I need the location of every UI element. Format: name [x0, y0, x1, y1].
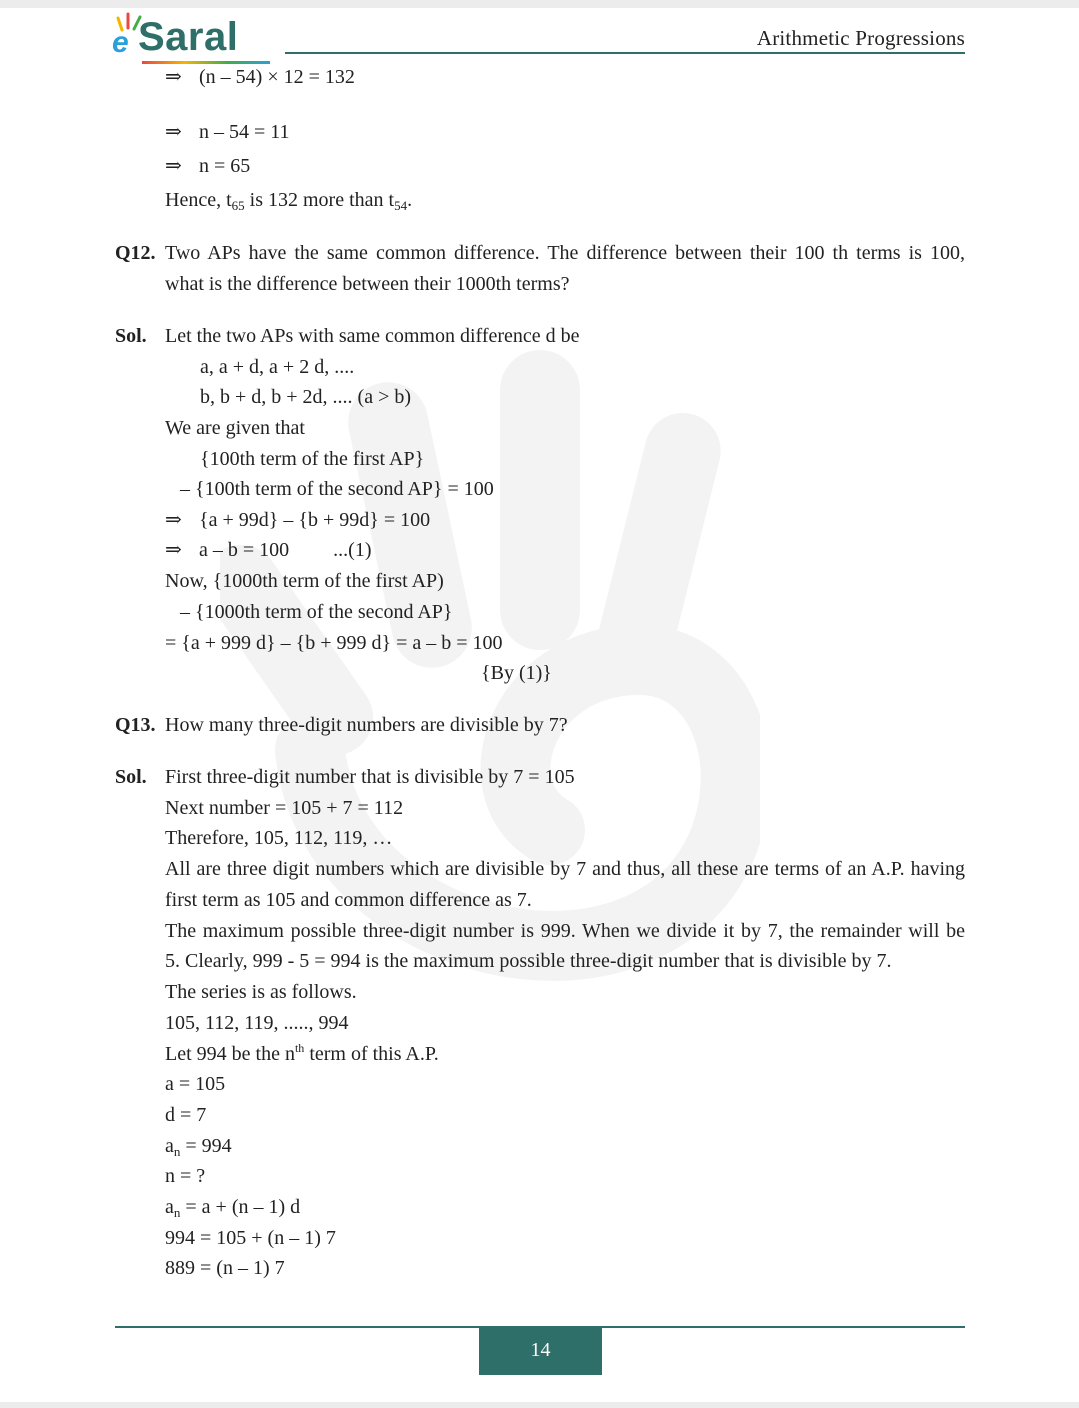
line-text: n – 54 = 11: [199, 121, 290, 143]
question-text: Two APs have the same common difference. The difference between their 100 th terms is 100,: [165, 242, 965, 264]
solution-line: {100th term of the first AP}: [200, 448, 425, 470]
question-label: Q13.: [115, 714, 156, 736]
solution-line: b, b + d, b + 2d, .... (a > b): [200, 386, 412, 408]
solution-line: {By (1)}: [481, 662, 552, 684]
solution-line: n = ?: [165, 1165, 206, 1187]
math-line: [165, 154, 250, 178]
logo-wordmark: Saral: [138, 15, 239, 59]
solution-line: Let 994 be the $n^{th}$ term of this A.P.: [165, 1041, 439, 1065]
solution-line: We are given that: [165, 417, 305, 439]
math-line: [165, 508, 430, 532]
solution-line: a = 105: [165, 1073, 226, 1095]
solution-line: 105, 112, 119, ....., 994: [165, 1012, 349, 1034]
solution-line: 5. Clearly, 999 - 5 = 994 is the maximum possible three-digit number that is divisible by 7.: [165, 950, 892, 972]
solution-line: The maximum possible three-digit number is 999. When we divide it by 7, the remainder will be: [165, 920, 965, 942]
math-line: [165, 538, 371, 562]
solution-line: – {100th term of the second AP} = 100: [180, 478, 494, 500]
solution-label: Sol.: [115, 325, 147, 347]
solution-line: Next number = 105 + 7 = 112: [165, 797, 404, 819]
solution-line: = {a + 999 d} – {b + 999 d} = a – b = 100: [165, 632, 503, 654]
conclusion-line: Hence, $t_{65}$ is 132 more than $t_{54}$.: [165, 189, 413, 213]
solution-line: $a_n = 994$: [165, 1135, 232, 1159]
solution-line: 889 = (n – 1) 7: [165, 1257, 285, 1279]
implies-arrow: ⇒: [165, 155, 182, 177]
solution-line: d = 7: [165, 1104, 207, 1126]
solution-line: $a_n = a + (n - 1)$ d: [165, 1196, 301, 1220]
line-text: {a + 99d} – {b + 99d} = 100: [199, 509, 431, 531]
question-label: Q12.: [115, 242, 156, 264]
implies-arrow: ⇒: [165, 509, 182, 531]
implies-arrow: ⇒: [165, 121, 182, 143]
solution-line: a, a + d, a + 2 d, ....: [200, 356, 355, 378]
bottom-strip: [0, 1402, 1079, 1408]
page-number: 14: [479, 1328, 602, 1375]
line-text: n = 65: [199, 155, 251, 177]
solution-line: All are three digit numbers which are divisible by 7 and thus, all these are terms of an A.P. having: [165, 858, 965, 880]
implies-arrow: ⇒: [165, 539, 182, 561]
math-line: [165, 120, 290, 144]
section-title: Arithmetic Progressions: [756, 26, 965, 50]
solution-line: Let the two APs with same common difference d be: [165, 325, 580, 347]
solution-line: 994 = 105 + (n – 1) 7: [165, 1227, 336, 1249]
solution-line: The series is as follows.: [165, 981, 357, 1003]
question-text: How many three-digit numbers are divisible by 7?: [165, 714, 568, 736]
solution-line: – {1000th term of the second AP}: [180, 601, 453, 623]
math-line: [165, 65, 355, 89]
question-text: what is the difference between their 1000th terms?: [165, 273, 570, 295]
solution-line: Now, {1000th term of the first AP): [165, 570, 444, 592]
line-text: a – b = 100: [199, 539, 290, 561]
implies-arrow: ⇒: [165, 66, 182, 88]
solution-line: First three-digit number that is divisible by 7 = 105: [165, 766, 575, 788]
line-text: (n – 54) × 12 = 132: [199, 66, 355, 88]
equation-ref: ...(1): [333, 539, 372, 561]
solution-label: Sol.: [115, 766, 147, 788]
solution-line: Therefore, 105, 112, 119, …: [165, 827, 393, 849]
logo-e-letter: e: [112, 26, 129, 59]
solution-line: first term as 105 and common difference as 7.: [165, 889, 532, 911]
